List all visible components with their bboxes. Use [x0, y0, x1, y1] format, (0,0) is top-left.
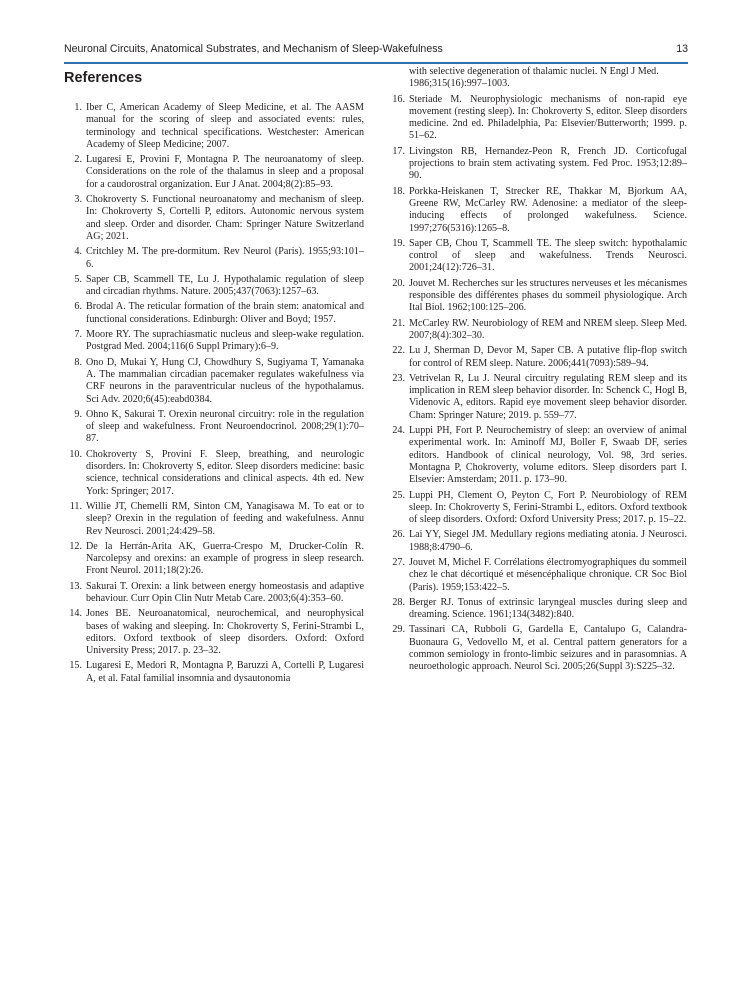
reference-text: Ohno K, Sakurai T. Orexin neuronal circuitry: role in the regulation of sleep and wakefulness. Front Neuroendocrinol. 2008;29(1):70–87. — [86, 408, 364, 445]
reference-number: 1. — [74, 102, 82, 113]
reference-number: 17. — [392, 145, 405, 157]
reference-item — [387, 597, 687, 622]
reference-item — [387, 238, 687, 275]
reference-number: 5. — [74, 273, 82, 285]
reference-text: Lugaresi E, Provini F, Montagna P. The neuroanatomy of sleep. Considerations on the role of the thalamus in sleep and a proposal for a caudorostral organization. Eur J Anat. 2004;8(2):85–93. — [86, 154, 364, 190]
reference-number: 4. — [74, 246, 82, 258]
reference-text: Luppi PH, Fort P. Neurochemistry of sleep: an overview of animal experimental work. In: Aminoff MJ, Boller F, Swaab DF, series editors. Handbook of clinical neurology, Vol. 98, 3rd series. Montagna P, Chokroverty, volume editors. Sleep disorders part I. Elsevier: Amsterdam; 2011. p. 173–90. — [409, 425, 687, 486]
reference-text: Willie JT, Chemelli RM, Sinton CM, Yanagisawa M. To eat or to sleep? Orexin in the regulation of feeding and wakefulness. Annu Rev Neurosci. 2001;24:429–58. — [86, 500, 364, 537]
reference-item — [387, 425, 687, 486]
reference-continuation — [387, 66, 687, 91]
reference-number: 6. — [74, 301, 82, 313]
reference-number: 20. — [392, 277, 405, 289]
reference-item — [387, 557, 687, 594]
reference-item — [387, 94, 687, 143]
reference-item — [387, 373, 687, 422]
reference-number: 25. — [392, 489, 405, 501]
reference-text: Lugaresi E, Medori R, Montagna P, Baruzzi A, Cortelli P, Lugaresi A, et al. Fatal familial insomnia and dysautonomia — [86, 660, 364, 684]
reference-item — [387, 318, 687, 343]
running-title: Neuronal Circuits, Anatomical Substrates, and Mechanism of Sleep-Wakefulness — [64, 43, 443, 55]
reference-item — [64, 274, 364, 299]
reference-text: Brodal A. The reticular formation of the brain stem: anatomical and functional considerations. Edinburgh: Oliver and Boyd; 1957. — [86, 301, 364, 325]
reference-text: Saper CB, Scammell TE, Lu J. Hypothalamic regulation of sleep and circadian rhythms. Nature. 2005;437(7063):1257–63. — [86, 273, 364, 298]
reference-number: 29. — [392, 624, 405, 636]
reference-number: 28. — [392, 596, 405, 608]
reference-item — [64, 194, 364, 243]
reference-text: with selective degeneration of thalamic nuclei. N Engl J Med. 1986;315(16):997–1003. — [409, 66, 659, 90]
reference-text: Lu J, Sherman D, Devor M, Saper CB. A putative flip-flop switch for control of REM sleep. Nature. 2006;441(7093):589–94. — [409, 345, 687, 369]
reference-number: 10. — [69, 448, 82, 460]
reference-item — [64, 102, 364, 151]
reference-item — [387, 345, 687, 370]
reference-text: Critchley M. The pre-dormitum. Rev Neurol (Paris). 1955;93:101–6. — [86, 246, 364, 270]
reference-item — [64, 246, 364, 271]
reference-text: Jones BE. Neuroanatomical, neurochemical, and neurophysical bases of waking and sleeping. In: Chokroverty S, Ferini-Strambi L, editors. Oxford textbook of sleep disorders. Oxford: Oxford University Press; 2017. p. 23–32. — [86, 608, 364, 657]
reference-number: 8. — [74, 356, 82, 368]
reference-number: 14. — [69, 608, 82, 620]
reference-number: 7. — [74, 329, 82, 341]
reference-item — [64, 449, 364, 498]
reference-number: 2. — [74, 154, 82, 166]
reference-item — [387, 278, 687, 315]
reference-item — [387, 146, 687, 183]
reference-number: 27. — [392, 556, 405, 568]
reference-number: 13. — [69, 580, 82, 592]
reference-number: 15. — [69, 660, 82, 672]
references-left-column — [64, 102, 364, 688]
reference-text: Jouvet M, Michel F. Corrélations électromyographiques du sommeil chez le chat décortiqué et mésencéphalique chronique. CR Soc Biol (Paris). 1959;153:422–5. — [409, 556, 687, 593]
reference-text: McCarley RW. Neurobiology of REM and NREM sleep. Sleep Med. 2007;8(4):302–30. — [409, 317, 687, 341]
reference-text: Saper CB, Chou T, Scammell TE. The sleep switch: hypothalamic control of sleep and wakefulness. Trends Neurosci. 2001;24(12):726–31. — [409, 237, 687, 274]
page-header — [64, 40, 688, 64]
reference-item — [64, 329, 364, 354]
reference-item — [64, 501, 364, 538]
reference-item — [387, 490, 687, 527]
reference-number: 16. — [392, 93, 405, 105]
reference-text: Lai YY, Siegel JM. Medullary regions mediating atonia. J Neurosci. 1988;8:4790–6. — [409, 529, 687, 553]
references-heading: References — [64, 70, 143, 86]
reference-item — [64, 301, 364, 326]
reference-item — [64, 581, 364, 606]
reference-number: 18. — [392, 185, 405, 197]
reference-text: Tassinari CA, Rubboli G, Gardella E, Cantalupo G, Calandra-Buonaura G, Vedovello M, et al. Central pattern generators for a common semiology in fronto-limbic seizures and in parasomnias. A neuroethologic approach. Neurol Sci. 2005;26(Suppl 3):S225–32. — [409, 624, 687, 673]
reference-number: 24. — [392, 425, 405, 437]
reference-number: 12. — [69, 540, 82, 552]
reference-text: Steriade M. Neurophysiologic mechanisms of non-rapid eye movement (resting sleep). In: Chokroverty S, editor. Sleep disorders medicine. 2nd ed. Philadelphia, Pa: Elsevier/Butterworth; 1999. p. 51–62. — [409, 93, 687, 142]
reference-text: Moore RY. The suprachiasmatic nucleus and sleep-wake regulation. Postgrad Med. 2004;116(6 Suppl Primary):6–9. — [86, 329, 364, 353]
reference-number: 22. — [392, 345, 405, 357]
reference-number: 21. — [392, 317, 405, 329]
reference-text: Livingston RB, Hernandez-Peon R, French JD. Corticofugal projections to brain stem activating system. Fed Proc. 1953;12:89–90. — [409, 145, 687, 182]
reference-text: Ono D, Mukai Y, Hung CJ, Chowdhury S, Sugiyama T, Yamanaka A. The mammalian circadian pacemaker regulates wakefulness via CRF neurons in the paraventricular nucleus of the hypothalamus. Sci Adv. 2020;6(45):eabd0384. — [86, 356, 364, 405]
reference-text: Luppi PH, Clement O, Peyton C, Fort P. Neurobiology of REM sleep. In: Chokroverty S, Ferini-Strambi L, editors. Oxford textbook of sleep disorders. Oxford: Oxford University Press; 2017. p. 15–22. — [409, 489, 687, 526]
reference-item — [64, 660, 364, 685]
reference-number: 26. — [392, 529, 405, 541]
reference-item — [387, 624, 687, 673]
reference-text: Vetrivelan R, Lu J. Neural circuitry regulating REM sleep and its implication in REM sleep behavior disorder. In: Schenck C, Hogl B, Videnovic A, editors. Rapid eye movement sleep behavior disorder. Cham: Springer Nature; 2019. p. 559–77. — [409, 372, 687, 421]
reference-number: 9. — [74, 408, 82, 420]
reference-text: De la Herrán-Arita AK, Guerra-Crespo M, Drucker-Colín R. Narcolepsy and orexins: an example of progress in sleep research. Front Neurol. 2011;18(2):26. — [86, 540, 364, 577]
reference-item — [387, 186, 687, 235]
page-number: 13 — [676, 43, 688, 55]
reference-number: 11. — [69, 500, 82, 512]
reference-item — [387, 529, 687, 554]
reference-item — [64, 154, 364, 191]
reference-number: 19. — [392, 237, 405, 249]
reference-text: Porkka-Heiskanen T, Strecker RE, Thakkar M, Bjorkum AA, Greene RW, McCarley RW. Adenosine: a mediator of the sleep-inducing effects of prolonged wakefulness. Science. 1997;276(5316):1265–8. — [409, 185, 687, 234]
reference-number: 3. — [74, 194, 82, 206]
reference-text: Berger RJ. Tonus of extrinsic laryngeal muscles during sleep and dreaming. Science. 1961;134(3482):840. — [409, 596, 687, 621]
reference-item — [64, 357, 364, 406]
reference-text: Chokroverty S. Functional neuroanatomy and mechanism of sleep. In: Chokroverty S, Cortelli P, editors. Autonomic nervous system and sleep. Order and disorder. Cham: Springer Nature Switzerland AG; 2021. — [86, 194, 364, 242]
reference-text: Sakurai T. Orexin: a link between energy homeostasis and adaptive behaviour. Curr Opin Clin Nutr Metab Care. 2003;6(4):353–60. — [86, 580, 364, 604]
reference-text: Iber C, American Academy of Sleep Medicine, et al. The AASM manual for the scoring of sleep and associated events: rules, terminology and technical specifications. Westchester: American Academy of Sleep Medicine; 2007. — [86, 102, 364, 150]
reference-text: Chokroverty S, Provini F. Sleep, breathing, and neurologic disorders. In: Chokroverty S, editor. Sleep disorders medicine: basic science, technical considerations and clinical aspects. 4th ed. New York: Springer; 2017. — [86, 448, 364, 497]
references-right-column — [387, 66, 687, 677]
reference-item — [64, 541, 364, 578]
reference-item — [64, 409, 364, 446]
reference-number: 23. — [392, 372, 405, 384]
reference-item — [64, 608, 364, 657]
reference-text: Jouvet M. Recherches sur les structures nerveuses et les mécanismes responsible des différentes phases du sommeil physiologique. Arch Ital Biol. 1962;100:125–206. — [409, 277, 687, 314]
